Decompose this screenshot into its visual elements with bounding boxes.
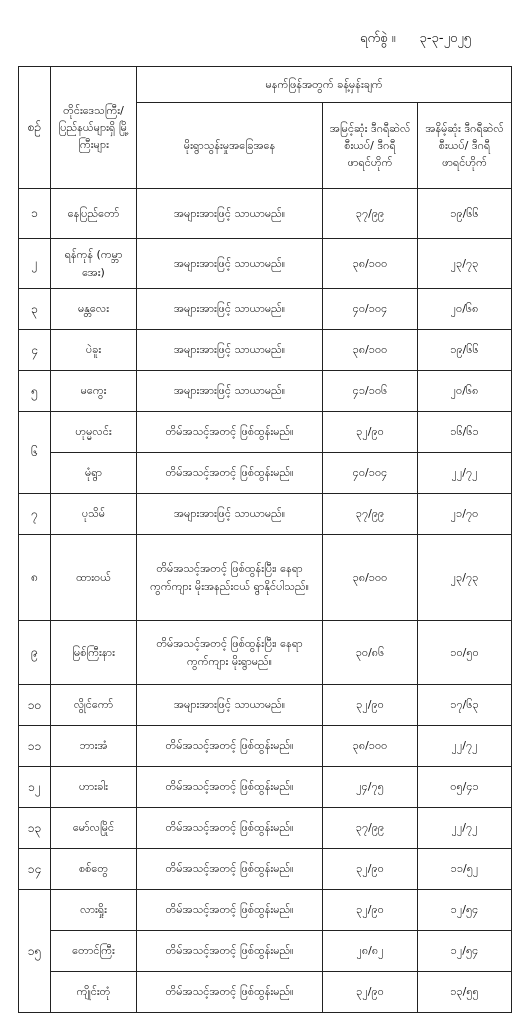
row-max-temp: ၃၂/၉၀ (323, 972, 418, 1013)
row-max-temp: ၄၀/၁၀၄ (323, 289, 418, 330)
row-min-temp: ၂၃/၇၃ (418, 535, 512, 621)
row-condition: တိမ်အသင့်အတင့် ဖြစ်ထွန်းမည်။ (137, 767, 323, 808)
table-row (19, 371, 512, 412)
row-city: ကျိုင်းတုံ (51, 972, 137, 1013)
row-no: ၂ (19, 239, 51, 289)
table-row (19, 621, 512, 685)
row-condition: အများအားဖြင့် သာယာမည်။ (137, 239, 323, 289)
row-no: ၁ (19, 189, 51, 239)
table-row (19, 726, 512, 767)
row-no: ၆ (19, 412, 51, 494)
table-row (19, 494, 512, 535)
row-city: နေပြည်တော် (51, 189, 137, 239)
row-min-temp: ၁၃/၅၅ (418, 972, 512, 1013)
row-max-temp: ၃၇/၉၉ (323, 189, 418, 239)
row-city: ပဲခူး (51, 330, 137, 371)
date-line (360, 30, 510, 49)
row-city: ပုသိမ် (51, 494, 137, 535)
row-no: ၇ (19, 494, 51, 535)
table-row (19, 685, 512, 726)
table-row (19, 289, 512, 330)
table-row (19, 931, 512, 972)
row-min-temp: ၂၃/၇၃ (418, 239, 512, 289)
row-min-temp: ၂၀/၆၈ (418, 289, 512, 330)
row-max-temp: ၃၈/၁၀၀ (323, 535, 418, 621)
row-min-temp: ၁၉/၆၆ (418, 189, 512, 239)
row-city: မြစ်ကြီးနား (51, 621, 137, 685)
row-city: လွိုင်ကော် (51, 685, 137, 726)
row-min-temp: ၂၀/၆၈ (418, 371, 512, 412)
row-max-temp: ၃၈/၁၀၀ (323, 726, 418, 767)
table-row (19, 890, 512, 931)
forecast-table (18, 66, 512, 1013)
row-condition: အများအားဖြင့် သာယာမည်။ (137, 371, 323, 412)
row-condition: တိမ်အသင့်အတင့် ဖြစ်ထွန်းမည်။ (137, 931, 323, 972)
row-min-temp: ၂၂/၇၂ (418, 453, 512, 494)
row-city: စစ်တွေ (51, 849, 137, 890)
row-condition: တိမ်အသင့်အတင့် ဖြစ်ထွန်းပြီး၊ နေရာကွက်ကျား မိုးရွာမည်။ (137, 621, 323, 685)
row-city: ဟားခါး (51, 767, 137, 808)
col-header-condition: မိုးရွာသွန်းမှုအခြေအနေ (137, 103, 323, 189)
table-row (19, 972, 512, 1013)
row-no: ၁၅ (19, 890, 51, 1013)
row-city: မန္တလေး (51, 289, 137, 330)
row-condition: အများအားဖြင့် သာယာမည်။ (137, 494, 323, 535)
row-min-temp: ၂၂/၇၂ (418, 726, 512, 767)
table-row (19, 808, 512, 849)
row-condition: တိမ်အသင့်အတင့် ဖြစ်ထွန်းမည်။ (137, 453, 323, 494)
row-max-temp: ၃၇/၉၉ (323, 808, 418, 849)
row-max-temp: ၂၈/၈၂ (323, 931, 418, 972)
row-condition: တိမ်အသင့်အတင့် ဖြစ်ထွန်းပြီး၊ နေရာကွက်ကျား မိုးအနည်းငယ် ရွာနိုင်ပါသည်။ (137, 535, 323, 621)
row-city: မော်လမြိုင် (51, 808, 137, 849)
row-no: ၈ (19, 535, 51, 621)
table-row (19, 189, 512, 239)
row-no: ၁၃ (19, 808, 51, 849)
row-condition: အများအားဖြင့် သာယာမည်။ (137, 685, 323, 726)
row-condition: အများအားဖြင့် သာယာမည်။ (137, 189, 323, 239)
row-max-temp: ၃၈/၁၀၀ (323, 239, 418, 289)
row-condition: တိမ်အသင့်အတင့် ဖြစ်ထွန်းမည်။ (137, 808, 323, 849)
table-row (19, 412, 512, 453)
row-max-temp: ၃၇/၉၉ (323, 494, 418, 535)
col-header-min-temp: အနိမ့်ဆုံး ဒီဂရီဆဲလ်စီးယပ်/ ဒီဂရီဖာရင်ဟိုက် (418, 103, 512, 189)
row-no: ၃ (19, 289, 51, 330)
row-city: လားရှိုး (51, 890, 137, 931)
row-no: ၅ (19, 371, 51, 412)
row-condition: အများအားဖြင့် သာယာမည်။ (137, 330, 323, 371)
row-min-temp: ၁၂/၅၄ (418, 890, 512, 931)
row-min-temp: ၁၆/၆၁ (418, 412, 512, 453)
col-header-region: တိုင်းဒေသကြီး/ ပြည်နယ်များရှိ မြို့ကြီးများ (51, 67, 137, 189)
table-row (19, 453, 512, 494)
row-max-temp: ၃၂/၉၀ (323, 890, 418, 931)
row-no: ၄ (19, 330, 51, 371)
row-min-temp: ၁၀/၅၀ (418, 621, 512, 685)
date-label: ရက်စွဲ ။ (360, 31, 396, 46)
row-condition: အများအားဖြင့် သာယာမည်။ (137, 289, 323, 330)
row-condition: တိမ်အသင့်အတင့် ဖြစ်ထွန်းမည်။ (137, 972, 323, 1013)
row-no: ၁၀ (19, 685, 51, 726)
col-header-max-temp: အမြင့်ဆုံး ဒီဂရီဆဲလ်စီးယပ်/ ဒီဂရီဖာရင်ဟိုက် (323, 103, 418, 189)
row-city: ထားဝယ် (51, 535, 137, 621)
row-condition: တိမ်အသင့်အတင့် ဖြစ်ထွန်းမည်။ (137, 726, 323, 767)
row-city: ဟုမ္မလင်း (51, 412, 137, 453)
row-min-temp: ၁၉/၆၆ (418, 330, 512, 371)
row-min-temp: ၂၁/၇၀ (418, 494, 512, 535)
row-min-temp: ၁၇/၆၃ (418, 685, 512, 726)
row-min-temp: ၁၁/၅၂ (418, 849, 512, 890)
row-city: ရန်ကုန် (ကမ္ဘာအေး) (51, 239, 137, 289)
date-value: ၃-၃-၂၀၂၅ (419, 31, 471, 46)
row-max-temp: ၂၄/၇၅ (323, 767, 418, 808)
row-min-temp: ၀၅/၄၁ (418, 767, 512, 808)
row-condition: တိမ်အသင့်အတင့် ဖြစ်ထွန်းမည်။ (137, 412, 323, 453)
col-header-no: စဉ် (19, 67, 51, 189)
row-max-temp: ၃၂/၉၀ (323, 849, 418, 890)
row-max-temp: ၃၀/၈၆ (323, 621, 418, 685)
row-no: ၁၁ (19, 726, 51, 767)
table-row (19, 330, 512, 371)
row-max-temp: ၃၈/၁၀၀ (323, 330, 418, 371)
row-no: ၉ (19, 621, 51, 685)
row-max-temp: ၄၁/၁၀၆ (323, 371, 418, 412)
table-row (19, 239, 512, 289)
row-no: ၁၂ (19, 767, 51, 808)
row-max-temp: ၃၂/၉၀ (323, 685, 418, 726)
row-max-temp: ၃၂/၉၀ (323, 412, 418, 453)
row-city: မုံရွာ (51, 453, 137, 494)
col-header-forecast: မနက်ဖြန်အတွက် ခန့်မှန်းချက် (137, 67, 512, 103)
row-city: ဘားအံ (51, 726, 137, 767)
row-city: တောင်ကြီး (51, 931, 137, 972)
row-no: ၁၄ (19, 849, 51, 890)
row-min-temp: ၁၂/၅၄ (418, 931, 512, 972)
row-city: မကွေး (51, 371, 137, 412)
row-max-temp: ၄၀/၁၀၄ (323, 453, 418, 494)
table-row (19, 849, 512, 890)
row-condition: တိမ်အသင့်အတင့် ဖြစ်ထွန်းမည်။ (137, 890, 323, 931)
table-row (19, 535, 512, 621)
table-row (19, 767, 512, 808)
row-min-temp: ၂၂/၇၂ (418, 808, 512, 849)
row-condition: တိမ်အသင့်အတင့် ဖြစ်ထွန်းမည်။ (137, 849, 323, 890)
